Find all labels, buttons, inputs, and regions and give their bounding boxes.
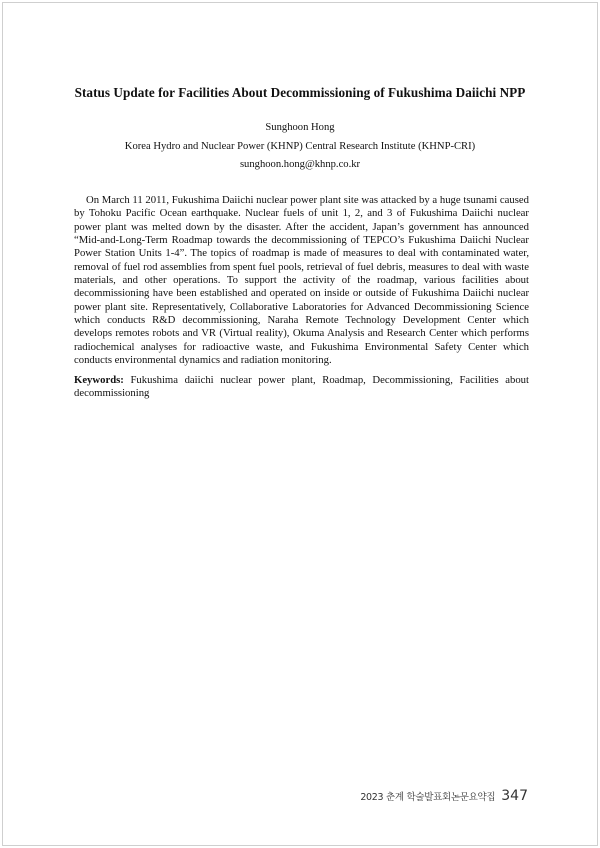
page-number: 347 — [501, 788, 528, 804]
keywords-label: Keywords: — [74, 374, 124, 386]
proceedings-name: 2023 춘계 학술발표회논문요약집 — [360, 792, 496, 803]
keywords-paragraph — [74, 374, 529, 401]
abstract-paragraph: On March 11 2011, Fukushima Daiichi nuclear power plant site was attacked by a huge tsunami caused by Tohoku Pacific Ocean earthquake. Nuclear fuels of unit 1, 2, and 3 of Fukushima Daiichi nuclear power plant was melted down by the disaster. After the accident, Japan’s government has announced “Mid-and-Long-Term Roadmap towards the decommissioning of TEPCO’s Fukushima Daiichi Nuclear Power Station Units 1-4”. The topics of roadmap is made of measures to deal with contaminated water, removal of fuel rod assemblies from spent fuel pools, retrieval of fuel debris, measures to deal with waste materials, and other operations. To support the activity of the roadmap, various facilities about decommissioning have been established and operated on inside or outside of Fukushima Daiichi nuclear power plant site. Representatively, Collaborative Laboratories for Advanced Decommissioning Science which conducts R&D decommissioning, Naraha Remote Technology Development Center which develops remotes robots and VR (Virtual reality), Okuma Analysis and Research Center which performs radiochemical analyses for radioactive waste, and Fukushima Environmental Safety Center which conducts environmental dynamics and radiation monitoring. — [74, 194, 529, 367]
author-email: sunghoon.hong@khnp.co.kr — [239, 159, 361, 170]
author-affiliation: Korea Hydro and Nuclear Power (KHNP) Central Research Institute (KHNP-CRI) — [124, 141, 476, 152]
page-footer — [360, 788, 528, 804]
keywords-list: Fukushima daiichi nuclear power plant, Roadmap, Decommissioning, Facilities about decommissioning — [74, 374, 529, 400]
author-name: Sunghoon Hong — [265, 122, 335, 133]
paper-title: Status Update for Facilities About Decommissioning of Fukushima Daiichi NPP — [74, 85, 526, 100]
